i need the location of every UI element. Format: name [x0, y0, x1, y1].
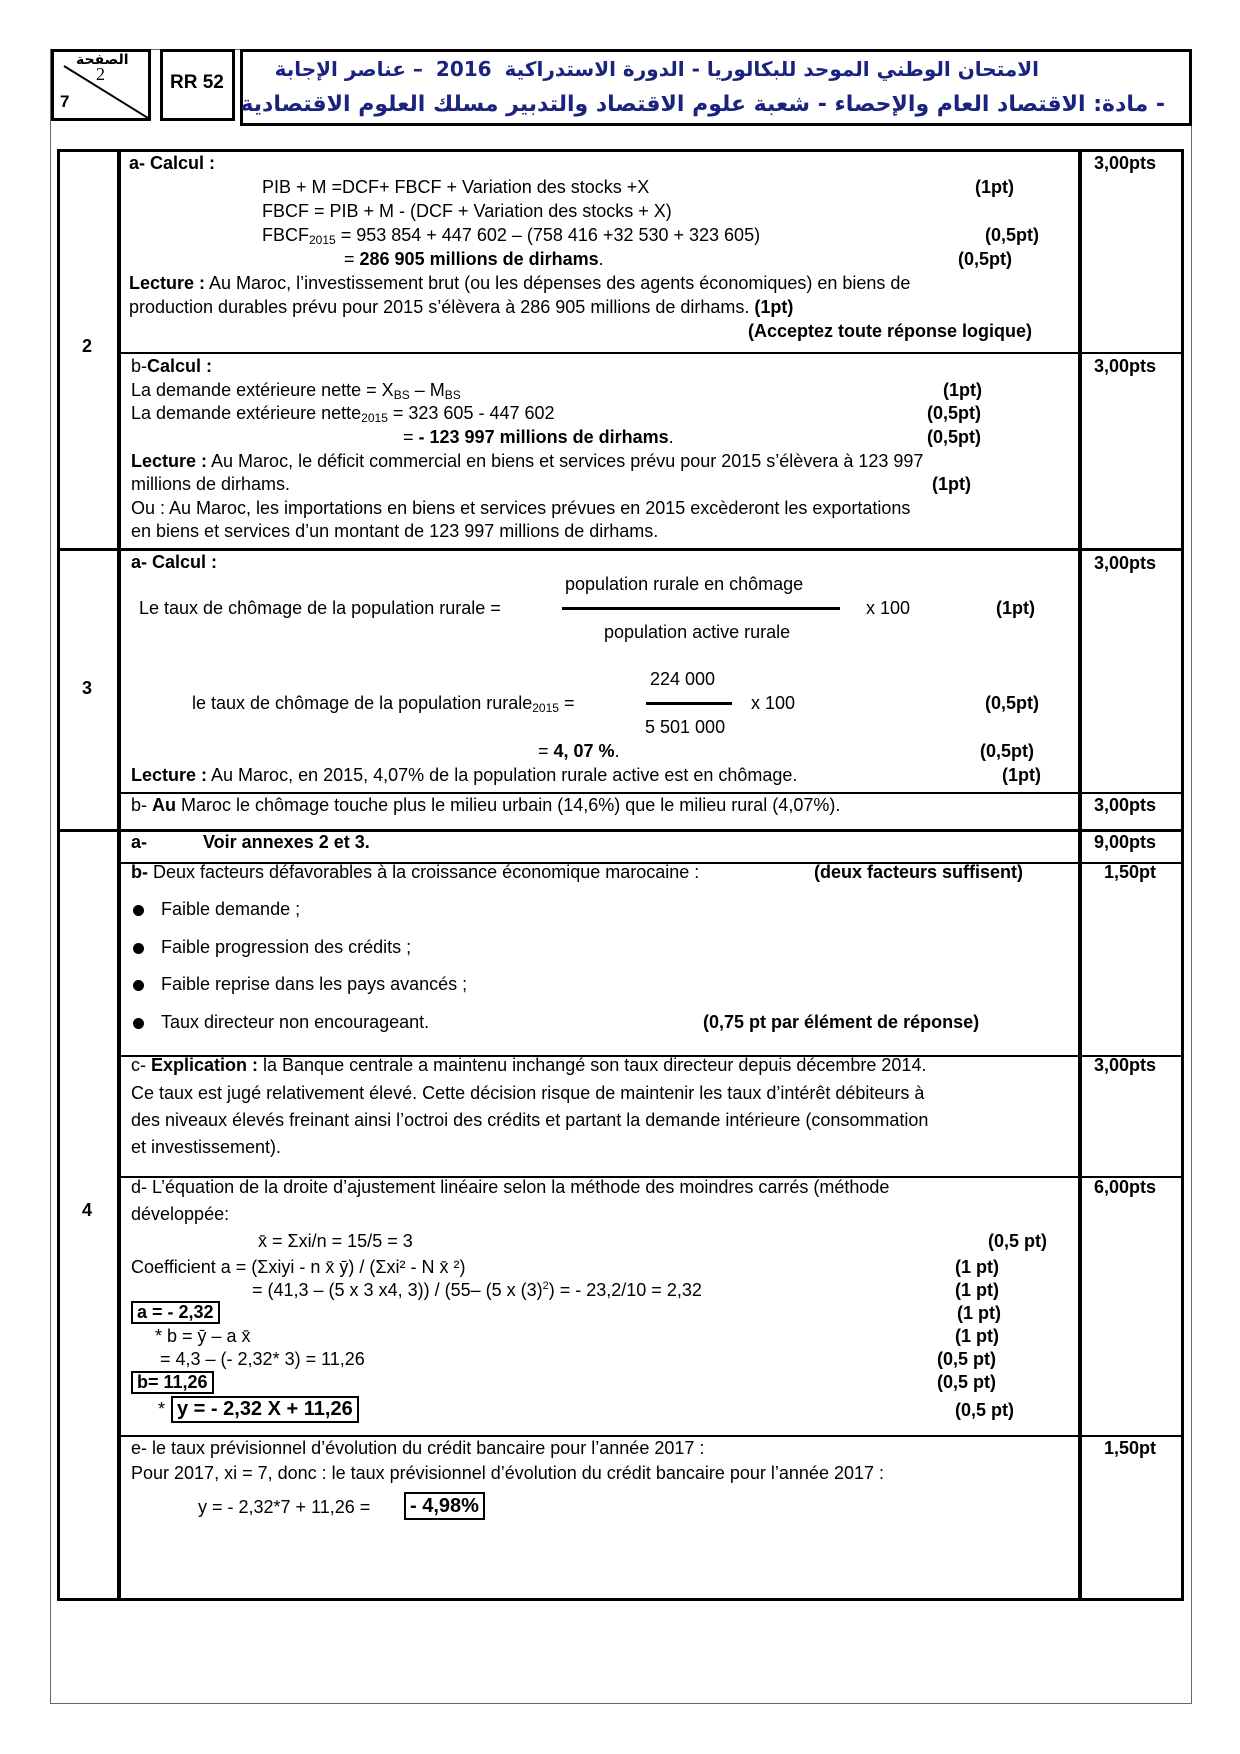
q2b-lecture-2: millions de dirhams.: [131, 474, 291, 494]
q4d-a-pts: (1 pt): [957, 1303, 1001, 1323]
q4e-line-1: e- le taux prévisionnel d’évolution du crédit bancaire pour l’année 2017 :: [131, 1438, 705, 1458]
q4d-line-1: d- L’équation de la droite d’ajustement linéaire selon la méthode des moindres carrés (méthode: [131, 1177, 890, 1197]
header-line-1: الامتحان الوطني الموحد للبكالوريا - الدورة الاستدراكية 2016 – عناصر الإجابة: [274, 57, 1039, 81]
q3a-lecture: Lecture : Au Maroc, en 2015, 4,07% de la population rurale active est en chômage.: [131, 765, 798, 785]
q2b-title: b-Calcul :: [131, 356, 213, 376]
q3a-title: a- Calcul :: [131, 552, 218, 572]
bullet-icon: [133, 980, 144, 991]
q4b-item-1: Faible demande ;: [161, 899, 301, 919]
q4c-line-3: des niveaux élevés freinant ainsi l’octroi des crédits et partant la demande intérieure (consommation: [131, 1110, 929, 1130]
code-box: [160, 49, 235, 121]
q2b-line-3: = - 123 997 millions de dirhams.: [403, 427, 674, 447]
q2b-line-1-pts: (1pt): [943, 380, 982, 400]
page-number: 2: [96, 64, 105, 84]
q3a-score: 3,00pts: [1094, 553, 1157, 573]
q2b-line-3-pts: (0,5pt): [927, 427, 981, 447]
page-label: الصفحة: [76, 52, 129, 68]
q3b-score: 3,00pts: [1094, 795, 1157, 815]
q4d-b-result-pts: (0,5 pt): [937, 1372, 997, 1392]
q4d-coef-pts: (1 pt): [955, 1257, 999, 1277]
q3a-numerator-1: population rurale en chômage: [565, 574, 804, 594]
q2b-line-2: La demande extérieure nette$_{2015}$ = 323 605 - 447 602: [131, 403, 555, 425]
q4a-prefix: a-: [131, 832, 148, 852]
q4d-equation: y = - 2,32 X + 11,26: [171, 1396, 359, 1423]
q4e-score: 1,50pt: [1104, 1438, 1157, 1458]
q4d-coef: Coefficient a = (Σxiyi - n x̄ ȳ) / (Σxi² - N x̄ ²): [131, 1257, 466, 1277]
q4b-item-4: Taux directeur non encourageant.: [161, 1012, 430, 1032]
q2a-score: 3,00pts: [1094, 153, 1157, 173]
q4b-pts: (0,75 pt par élément de réponse): [703, 1012, 980, 1032]
q4b-score: 1,50pt: [1104, 862, 1157, 882]
q4d-equation-pts: (0,5 pt): [955, 1400, 1015, 1420]
q2a-line-1-pts: (1pt): [975, 177, 1014, 197]
q4d-b-formula: * b = ȳ – a x̄: [155, 1326, 251, 1346]
q3a-mult-1: x 100: [866, 598, 911, 618]
q4b-title: b- Deux facteurs défavorables à la croissance économique marocaine :: [131, 862, 700, 882]
q2b-line-1: La demande extérieure nette = $X_{BS} - M_{BS}$: [131, 380, 461, 402]
q4e-line-2: Pour 2017, xi = 7, donc : le taux prévisionnel d’évolution du crédit bancaire pour l’année 2017 :: [131, 1463, 884, 1483]
page-total: 7: [60, 92, 70, 111]
q2b-ou-1: Ou : Au Maroc, les importations en biens et services prévues en 2015 excèderont les exportations: [131, 498, 911, 518]
q3b-text: b- Au Maroc le chômage touche plus le milieu urbain (14,6%) que le milieu rural (4,07%).: [131, 795, 841, 815]
q4d-a-result: a = - 2,32: [131, 1301, 220, 1324]
q4d-xbar: x̄ = Σxi/n = 15/5 = 3: [258, 1231, 413, 1251]
bullet-icon: [133, 943, 144, 954]
q4b-item-2: Faible progression des crédits ;: [161, 937, 412, 957]
question-number-2: 2: [82, 336, 93, 356]
question-number-4: 4: [82, 1200, 93, 1220]
q3a-calc-lhs: le taux de chômage de la population rurale$_{2015}$ =: [192, 693, 575, 715]
q2a-line-2: FBCF = PIB + M - (DCF + Variation des stocks + X): [262, 201, 672, 221]
q4e-result: - 4,98%: [404, 1492, 485, 1520]
q2b-lecture-1: Lecture : Au Maroc, le déficit commercial en biens et services prévu pour 2015 s’élèvera à 123 997: [131, 451, 924, 471]
q4c-score: 3,00pts: [1094, 1055, 1157, 1075]
bullet-icon: [133, 905, 144, 916]
q2a-line-3-pts: (0,5pt): [985, 225, 1039, 245]
q2a-accept-note: (Acceptez toute réponse logique): [748, 321, 1033, 341]
q4d-score: 6,00pts: [1094, 1177, 1157, 1197]
q4e-calc: y = - 2,32*7 + 11,26 =: [198, 1497, 371, 1517]
bullet-icon: [133, 1018, 144, 1029]
q2a-line-3: $FBCF_{2015} = 953$ 854 + 447 602 – (758 416 +32 530 + 323 605): [262, 225, 761, 247]
q2a-lecture-1: Lecture : Au Maroc, l’investissement brut (ou les dépenses des agents économiques) en biens de: [129, 273, 911, 293]
q3a-result: = 4, 07 %.: [538, 741, 620, 761]
q4c-line-4: et investissement).: [131, 1137, 282, 1157]
q3a-lecture-pts: (1pt): [1002, 765, 1041, 785]
q4b-note: (deux facteurs suffisent): [814, 862, 1024, 882]
q2b-ou-2: en biens et services d’un montant de 123 997 millions de dirhams.: [131, 521, 659, 541]
q4d-calc: = (41,3 – (5 x 3 x4, 3)) / (55– (5 x $(3)^2$) = - 23,2/10 = 2,32: [252, 1280, 702, 1300]
title-box: [240, 49, 1192, 126]
q3a-pts-2: (0,5pt): [985, 693, 1039, 713]
exam-code: RR 52: [170, 72, 224, 93]
q4a-score: 9,00pts: [1094, 832, 1157, 852]
q2a-title: a- Calcul :: [129, 153, 216, 173]
question-number-3: 3: [82, 678, 93, 698]
header-line-2: - مادة: الاقتصاد العام والإحصاء - شعبة علوم الاقتصاد والتدبير مسلك العلوم الاقتصادية: [240, 92, 1165, 117]
q3a-numerator-2: 224 000: [650, 669, 716, 689]
q4a-text: Voir annexes 2 et 3.: [203, 832, 370, 852]
q3a-pts-1: (1pt): [996, 598, 1035, 618]
q2a-line-4-pts: (0,5pt): [958, 249, 1012, 269]
q2a-line-1: PIB + M =DCF+ FBCF + Variation des stocks +X: [262, 177, 650, 197]
q2b-score: 3,00pts: [1094, 356, 1157, 376]
q2a-lecture-2: production durables prévu pour 2015 s’élèvera à 286 905 millions de dirhams. (1pt): [129, 297, 794, 317]
q3a-formula-lhs: Le taux de chômage de la population rurale =: [139, 598, 501, 618]
q2b-lecture-pts: (1pt): [932, 474, 971, 494]
q4d-b-calc: = 4,3 – (- 2,32* 3) = 11,26: [160, 1349, 365, 1369]
q3a-result-pts: (0,5pt): [980, 741, 1034, 761]
q3a-denominator-2: 5 501 000: [645, 717, 726, 737]
q2b-line-2-pts: (0,5pt): [927, 403, 981, 423]
q4d-b-result: b= 11,26: [131, 1371, 214, 1394]
page-number-box: [51, 49, 151, 121]
q4d-b-calc-pts: (0,5 pt): [937, 1349, 997, 1369]
q4d-b-formula-pts: (1 pt): [955, 1326, 999, 1346]
fraction-bar-1: [562, 607, 840, 610]
q4d-star: *: [158, 1399, 166, 1419]
q3a-denominator-1: population active rurale: [604, 622, 791, 642]
q4b-item-3: Faible reprise dans les pays avancés ;: [161, 974, 468, 994]
q4d-xbar-pts: (0,5 pt): [988, 1231, 1048, 1251]
fraction-bar-2: [646, 702, 732, 705]
q3a-mult-2: x 100: [751, 693, 796, 713]
q4d-line-2: développée:: [131, 1204, 230, 1224]
q4c-line-2: Ce taux est jugé relativement élevé. Cette décision risque de maintenir les taux d’intérêt débiteurs à: [131, 1083, 925, 1103]
q4d-calc-pts: (1 pt): [955, 1280, 999, 1300]
q2a-line-4: = 286 905 millions de dirhams.: [344, 249, 604, 269]
q4c-line-1: c- Explication : la Banque centrale a maintenu inchangé son taux directeur depuis décembre 2014.: [131, 1055, 927, 1075]
